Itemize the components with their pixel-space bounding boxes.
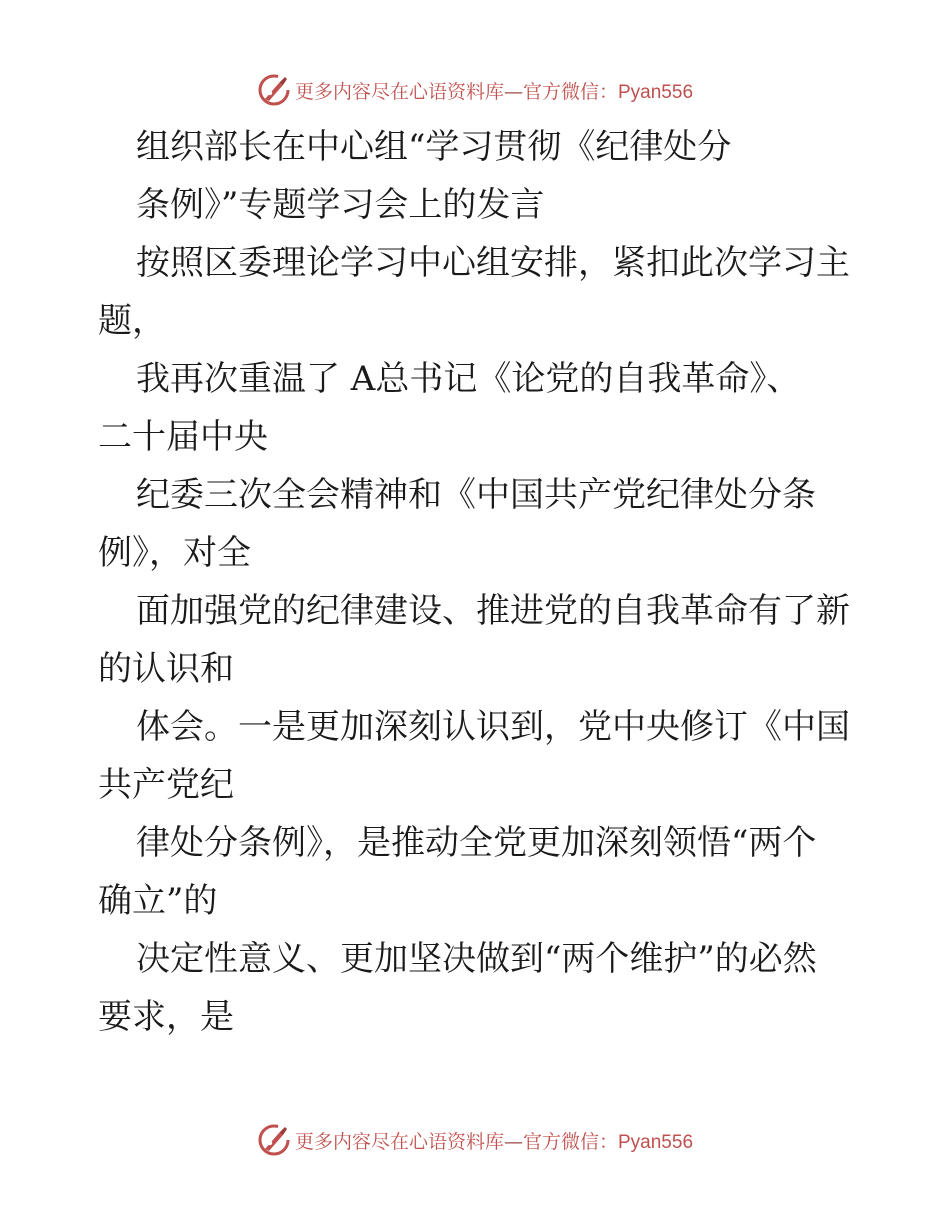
- paragraph-line: 体会。一是更加深刻认识到，党中央修订《中国: [136, 707, 850, 747]
- footer-banner-text: [295, 1127, 693, 1154]
- paragraph-line: 纪委三次全会精神和《中国共产党纪律处分条: [136, 475, 816, 515]
- paragraph-line: 律处分条例》，是推动全党更加深刻领悟“两个: [136, 823, 817, 863]
- footer-banner-dash: —: [503, 1130, 523, 1153]
- quill-pen-logo-icon: [257, 73, 291, 107]
- paragraph-line: 例》，对全: [98, 533, 251, 573]
- paragraph-line: 按照区委理论学习中心组安排，紧扣此次学习主: [136, 243, 850, 283]
- header-banner-text: [295, 77, 693, 104]
- paragraph-line: 共产党纪: [98, 765, 234, 805]
- paragraph-line: 二十届中央: [98, 417, 268, 457]
- paragraph-line: 确立”的: [98, 881, 218, 921]
- header-banner-wechat-id: Pyan556: [618, 81, 694, 103]
- paragraph-line: 要求，是: [98, 997, 234, 1037]
- header-banner: [0, 70, 950, 110]
- header-banner-title: 更多内容尽在心语资料库: [294, 80, 504, 103]
- quill-pen-logo-icon: [257, 1123, 291, 1157]
- footer-banner: [0, 1120, 950, 1160]
- header-banner-wechat-label: 官方微信：: [522, 80, 618, 103]
- footer-banner-wechat-id: Pyan556: [618, 1131, 694, 1153]
- paragraph-line: 决定性意义、更加坚决做到“两个维护”的必然: [136, 939, 817, 979]
- paragraph-line: 题，: [98, 301, 166, 341]
- paragraph-line: 面加强党的纪律建设、推进党的自我革命有了新: [136, 591, 850, 631]
- document-title-line-2: 条例》”专题学习会上的发言: [136, 185, 545, 225]
- document-title-line-1: 组织部长在中心组“学习贯彻《纪律处分: [136, 127, 732, 167]
- footer-banner-wechat-label: 官方微信：: [522, 1130, 618, 1153]
- paragraph-line: 我再次重温了 A总书记《论党的自我革命》、: [136, 359, 801, 399]
- header-banner-dash: —: [503, 80, 523, 103]
- footer-banner-title: 更多内容尽在心语资料库: [294, 1130, 504, 1153]
- paragraph-line: 的认识和: [98, 649, 234, 689]
